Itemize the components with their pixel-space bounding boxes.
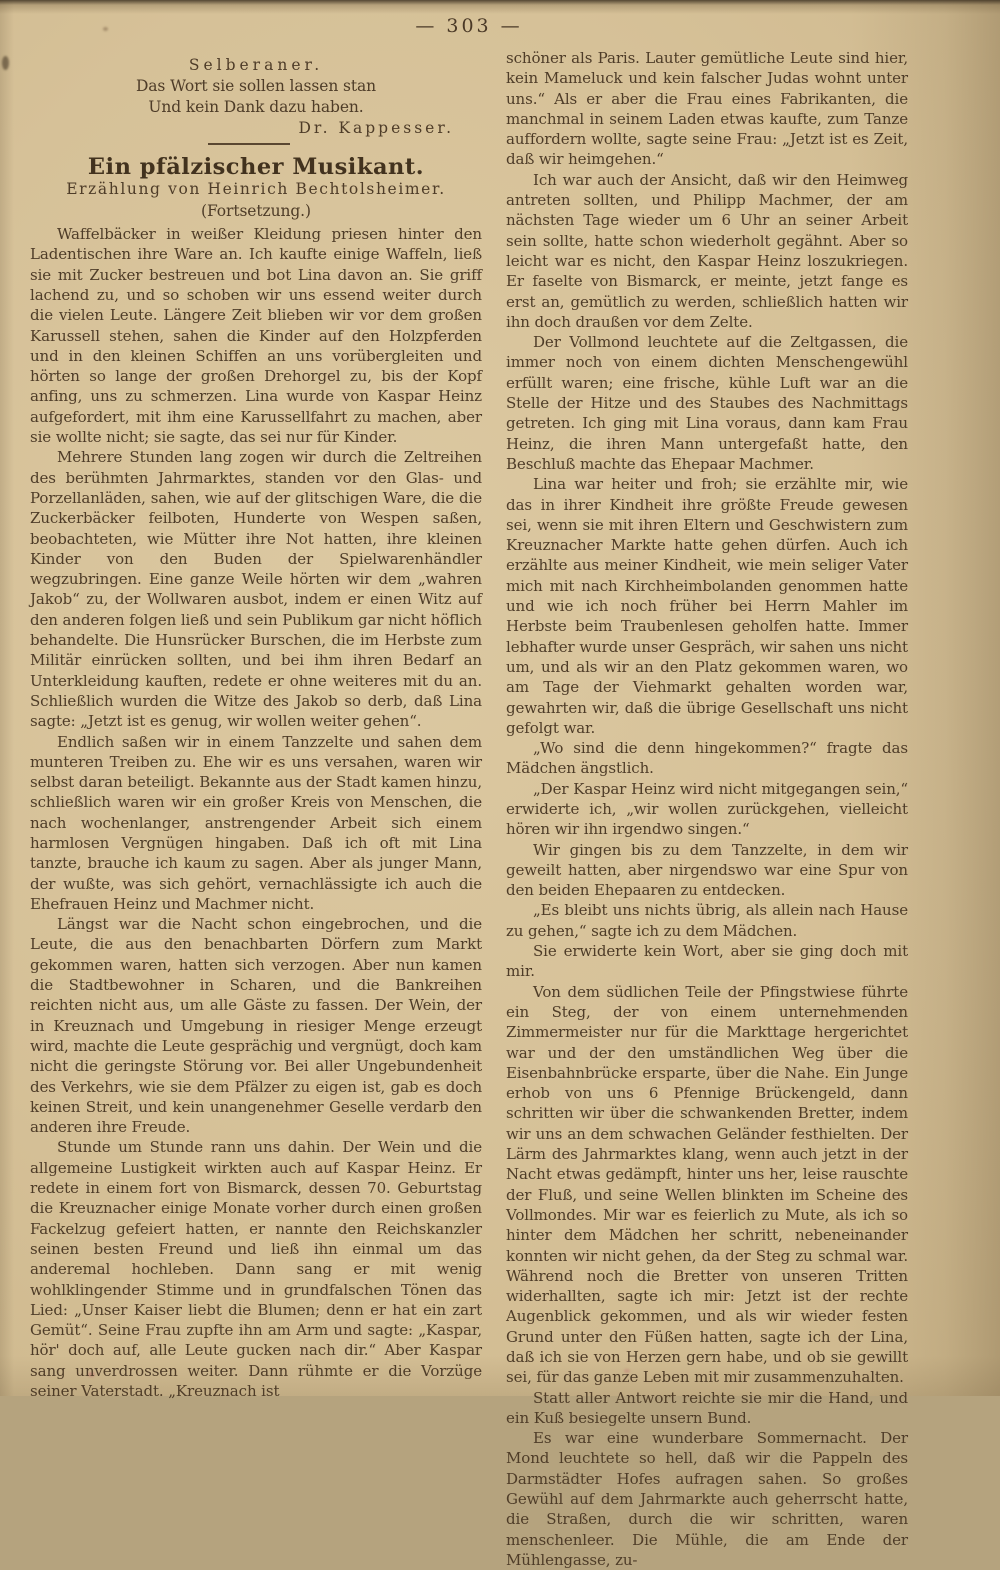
epigraph-verse-line: Und kein Dank dazu haben.	[148, 97, 364, 116]
epigraph-title: Selberaner.	[188, 56, 324, 74]
article-title: Ein pfälzischer Musikant.	[87, 154, 425, 181]
paragraph-continuation: schöner als Paris. Lauter gemütliche Leute sind hier, kein Mameluck und kein falscher Judas wohnt unter uns.“ Als er aber die Frau eines Fabrikanten, die manchmal in seinem Laden etwas kaufte, zum Tanze auffordern wollte, sagte seine Frau: „Jetzt ist es Zeit, daß wir heimgehen.“	[506, 49, 908, 169]
section-divider-rule	[208, 143, 290, 145]
paragraph: Der Vollmond leuchtete auf die Zeltgassen, die immer noch von einem dichten Menschengewühl erfüllt waren; eine frische, kühle Luft war an die Stelle der Hitze und des Staubes des Nachmittags getreten. Ich ging mit Lina voraus, dann kam Frau Heinz, die ihren Mann untergefaßt hatte, den Beschluß machte das Ehepaar Machmer.	[506, 333, 908, 473]
epigraph-verse-line: Das Wort sie sollen lassen stan	[135, 77, 377, 96]
page-number: — 303 —	[415, 15, 523, 37]
paragraph: Es war eine wunderbare Sommernacht. Der Mond leuchtete so hell, daß wir die Pappeln des Darmstädter Hofes aufragen sahen. So großes Gewühl auf dem Jahrmarkte auch geherrscht hatte, die Straßen, durch die wir schritten, waren menschenleer. Die Mühle, die am Ende der Mühlengasse, zu-	[506, 1429, 908, 1569]
paragraph: Wir gingen bis zu dem Tanzzelte, in dem wir geweilt hatten, aber nirgendswo war eine Spur von den beiden Ehepaaren zu entdecken.	[506, 840, 908, 900]
article-continuation-note: (Fortsetzung.)	[201, 201, 311, 220]
paragraph: Stunde um Stunde rann uns dahin. Der Wein und die allgemeine Lustigkeit wirkten auch auf Kaspar Heinz. Er redete in einem fort von Bismarck, dessen 70. Geburtstag die Kreuznacher einige Monate vorher durch einen großen Fackelzug gefeiert hatten, er nannte den Reichskanzler seinen besten Freund und ließ ihn einmal um das anderemal hochleben. Dann sang er mit wenig wohlklingender Stimme und in grundfalschen Tönen das Lied: „Unser Kaiser liebt die Blumen; denn er hat ein zart Gemüt“. Seine Frau zupfte ihn am Arm und sagte: „Kaspar, hör' doch auf, alle Leute gucken nach dir.“ Aber Kaspar sang unverdrossen weiter. Dann rühmte er die Vorzüge seiner Vaterstadt. „Kreuznach ist	[30, 1138, 482, 1400]
paragraph: Mehrere Stunden lang zogen wir durch die Zeltreihen des berühmten Jahrmarktes, standen vor den Glas- und Porzellanläden, sahen, wie auf der glitschigen Ware, die die Zuckerbäcker feilboten, Hunderte von Wespen saßen, beobachteten, wie Mütter ihre Not hatten, ihre kleinen Kinder von den Buden der Spielwarenhändler wegzubringen. Eine ganze Weile hörten wir dem „wahren Jakob“ zu, der Wollwaren ausbot, indem er einen Witz auf den anderen folgen ließ und sein Publikum gar nicht höflich behandelte. Die Hunsrücker Burschen, die im Herbste zum Militär einrücken sollten, und bei ihm ihren Bedarf an Unterkleidung kauften, redete er ohne weiteres mit du an. Schließlich wurden die Witze des Jakob so derb, daß Lina sagte: „Jetzt ist es genug, wir wollen weiter gehen“.	[30, 448, 482, 731]
paragraph: Waffelbäcker in weißer Kleidung priesen hinter den Ladentischen ihre Ware an. Ich kaufte einige Waffeln, ließ sie mit Zucker bestreuen und bot Lina davon an. Sie griff lachend zu, und so schoben wir uns essend weiter durch die vielen Leute. Längere Zeit blieben wir vor dem großen Karussell stehen, sahen die Kinder auf den Holzpferden und in den kleinen Schiffen an uns vorübergleiten und hörten so lange der großen Drehorgel zu, bis der Kopf anfing, uns zu schmerzen. Lina wurde von Kaspar Heinz aufgefordert, mit ihm eine Karussellfahrt zu machen, aber sie wollte nicht; sie sagte, das sei nur für Kinder.	[30, 225, 482, 447]
paragraph: Längst war die Nacht schon eingebrochen, und die Leute, die aus den benachbarten Dörfern zum Markt gekommen waren, hatten sich verzogen. Aber nun kamen die Stadtbewohner in Scharen, und die Bankreihen reichten nicht aus, um alle Gäste zu fassen. Der Wein, der in Kreuznach und Umgebung in riesiger Menge erzeugt wird, machte die Leute gesprächig und vergnügt, doch kam nicht die geringste Störung vor. Bei aller Ungebundenheit des Verkehrs, wie sie dem Pfälzer zu eigen ist, gab es doch keinen Streit, und kein unangenehmer Geselle verdarb den anderen ihre Freude.	[30, 915, 482, 1137]
paragraph: „Wo sind die denn hingekommen?“ fragte das Mädchen ängstlich.	[506, 739, 908, 778]
paragraph: Sie erwiderte kein Wort, aber sie ging doch mit mir.	[506, 942, 908, 981]
scan-speck	[2, 56, 9, 70]
epigraph-attribution: Dr. Kappesser.	[298, 118, 454, 137]
article-subtitle: Erzählung von Heinrich Bechtolsheimer.	[66, 180, 446, 199]
paragraph: „Es bleibt uns nichts übrig, als allein nach Hause zu gehen,“ sagte ich zu dem Mädchen.	[506, 901, 908, 940]
left-column	[30, 48, 482, 1401]
right-column	[506, 48, 908, 1570]
paragraph: Ich war auch der Ansicht, daß wir den Heimweg antreten sollten, und Philipp Machmer, der am nächsten Tage wieder um 6 Uhr an seiner Arbeit sein sollte, hatte schon wiederholt gegähnt. Aber so leicht war es nicht, den Kaspar Heinz loszukriegen. Er faselte von Bismarck, er meinte, jetzt fange es erst an, gemütlich zu werden, schließlich hatten wir ihn doch draußen vor dem Zelte.	[506, 170, 908, 331]
paragraph: „Der Kaspar Heinz wird nicht mitgegangen sein,“ erwiderte ich, „wir wollen zurückgehen, vielleicht hören wir ihn irgendwo singen.“	[506, 779, 908, 839]
paragraph: Statt aller Antwort reichte sie mir die Hand, und ein Kuß besiegelte unsern Bund.	[506, 1388, 908, 1427]
paragraph: Lina war heiter und froh; sie erzählte mir, wie das in ihrer Kindheit ihre größte Freude gewesen sei, wenn sie mit ihren Eltern und Geschwistern zum Kreuznacher Markte hatte gehen dürfen. Auch ich erzählte aus meiner Kindheit, wie mein seliger Vater mich mit nach Kirchheimbolanden genommen hatte und wie ich noch früher bei Herrn Mahler im Herbste beim Traubenlesen geholfen hatte. Immer lebhafter wurde unser Gespräch, wir sahen uns nicht um, und als wir an den Platz gekommen waren, wo am Tage der Viehmarkt gehalten worden war, gewahrten wir, daß die übrige Gesellschaft uns nicht gefolgt war.	[506, 475, 908, 737]
epigraph	[30, 48, 482, 138]
paragraph: Endlich saßen wir in einem Tanzzelte und sahen dem munteren Treiben zu. Ehe wir es uns versahen, waren wir selbst daran beteiligt. Bekannte aus der Stadt kamen hinzu, schließlich waren wir ein großer Kreis von Menschen, die nach wochenlanger, anstrengender Arbeit sich einem harmlosen Vergnügen hingaben. Daß ich oft mit Lina tanzte, brauche ich kaum zu sagen. Aber als junger Mann, der wußte, was sich gehört, vernachlässigte ich auch die Ehefrauen Heinz und Machmer nicht.	[30, 732, 482, 913]
paragraph: Von dem südlichen Teile der Pfingstwiese führte ein Steg, der von einem unternehmenden Zimmermeister nur für die Markttage hergerichtet war und der den umständlichen Weg über die Eisenbahnbrücke ersparte, über die Nahe. Ein Junge erhob von uns 6 Pfennige Brückengeld, dann schritten wir über die schwankenden Bretter, indem wir uns an dem schwachen Geländer festhielten. Der Lärm des Jahrmarktes klang, wenn auch jetzt in der Nacht etwas gedämpft, hinter uns her, leise rauschte der Fluß, und seine Wellen blinkten im Scheine des Vollmondes. Mir war es feierlich zu Mute, als ich so hinter dem Mädchen her schritt, nebeneinander konnten wir nicht gehen, da der Steg zu schmal war. Während noch die Bretter von unseren Tritten widerhallten, sagte ich mir: Jetzt ist der rechte Augenblick gekommen, und als wir wieder festen Grund unter den Füßen hatten, sagte ich der Lina, daß ich sie von Herzen gern habe, und ob sie gewillt sei, für das ganze Leben mit mir zusammenzuhalten.	[506, 982, 908, 1387]
